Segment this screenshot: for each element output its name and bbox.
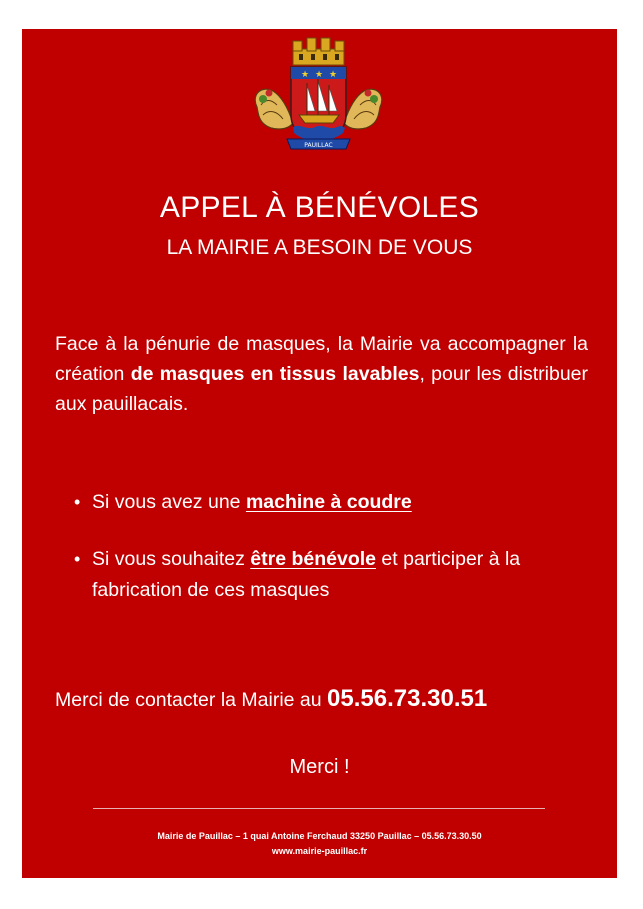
bullet-volunteer <box>74 544 594 606</box>
crest-ribbon-text: PAUILLAC <box>304 142 333 149</box>
bullet-prefix: Si vous avez une <box>92 491 246 513</box>
intro-text-start: Face à la pénurie de masques, la Mairie va accompagner la création <box>55 333 588 385</box>
bullet-dot-icon: • <box>74 549 81 569</box>
intro-text-end: , pour les distribuer aux pauillacais. <box>55 363 589 415</box>
bullet-emphasis: machine à coudre <box>245 491 412 513</box>
poster <box>22 29 617 878</box>
footer-address: Mairie de Pauillac – 1 quai Antoine Ferchaud 33250 Pauillac – 05.56.73.30.50 <box>157 831 482 841</box>
page-subtitle: LA MAIRIE A BESOIN DE VOUS <box>166 236 473 259</box>
svg-text:★: ★ <box>301 70 310 80</box>
page-title: APPEL À BÉNÉVOLES <box>159 191 480 224</box>
contact-line <box>55 683 595 716</box>
svg-text:★: ★ <box>315 70 324 80</box>
footer-divider <box>93 808 545 809</box>
bullet-emphasis: être bénévole <box>250 548 376 570</box>
pauillac-coat-of-arms-icon <box>249 35 388 153</box>
bullet-sewing-machine <box>74 487 594 518</box>
bullet-dot-icon: • <box>74 492 81 512</box>
svg-text:★: ★ <box>329 70 338 80</box>
footer <box>22 829 617 859</box>
intro-text-bold: de masques en tissus lavables <box>130 363 420 385</box>
bullet-suffix: et participer à la fabrication de ces masques <box>92 548 521 601</box>
thanks-text: Merci ! <box>289 756 350 778</box>
bullet-list <box>74 487 594 632</box>
contact-text: Merci de contacter la Mairie au <box>55 689 328 711</box>
intro-paragraph <box>55 329 588 419</box>
bullet-prefix: Si vous souhaitez <box>92 548 251 570</box>
footer-website: www.mairie-pauillac.fr <box>271 846 368 856</box>
contact-phone: 05.56.73.30.51 <box>327 685 488 712</box>
